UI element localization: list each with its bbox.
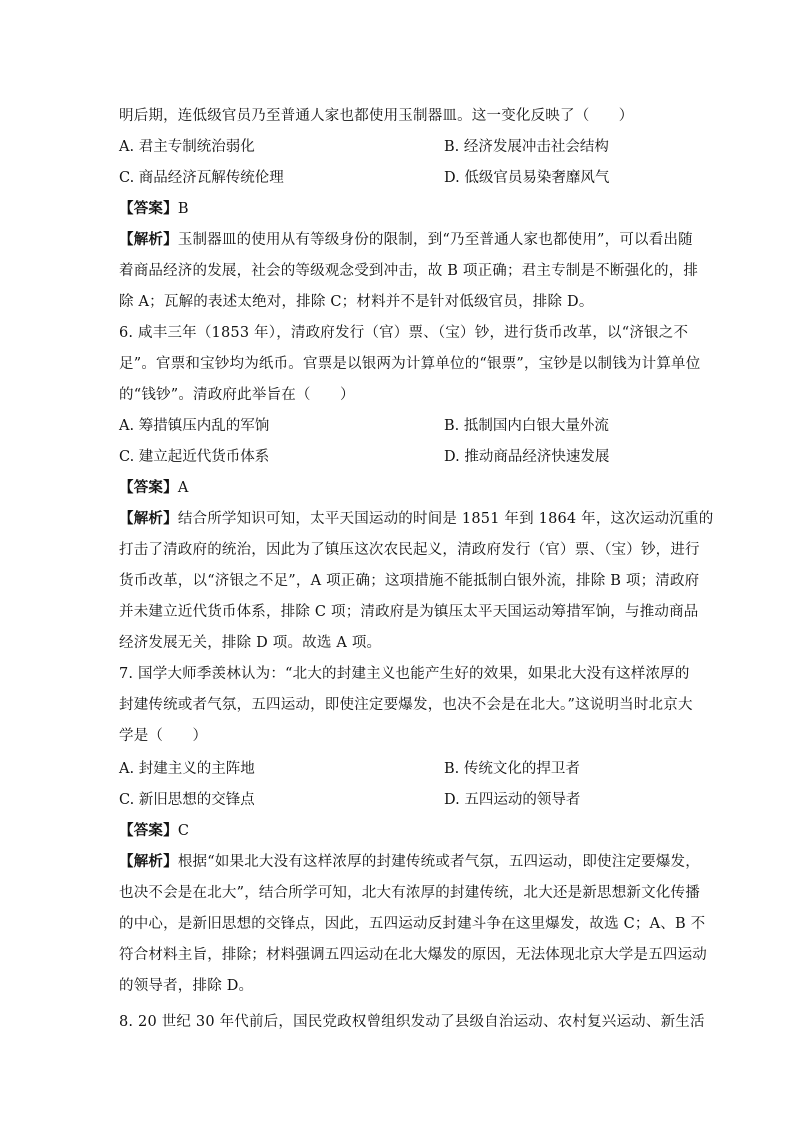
q7-analysis-line: 也决不会是在北大”，结合所学可知，北大有浓厚的封建传统，北大还是新思想新文化传播 [119, 885, 700, 901]
q7-option-a: A. 封建主义的主阵地 [119, 761, 255, 777]
q6-analysis-line: 并未建立近代货币体系，排除 C 项；清政府是为镇压太平天国运动筹措军饷，与推动商品 [119, 604, 699, 620]
analysis-tag: 【解析】 [119, 510, 178, 527]
q7-answer [119, 819, 189, 840]
analysis-tag: 【解析】 [119, 231, 178, 248]
analysis-text: 玉制器皿的使用从有等级身份的限制，到“乃至普通人家也都使用”，可以看出随 [177, 232, 693, 248]
q5-analysis-line: 除 A；瓦解的表述太绝对，排除 C；材料并不是针对低级官员，排除 D。 [119, 294, 594, 310]
answer-value: A [177, 480, 189, 496]
q5-option-c: C. 商品经济瓦解传统伦理 [119, 170, 284, 186]
q6-analysis-line: 打击了清政府的统治，因此为了镇压这次农民起义，清政府发行（官）票、（宝）钞，进行 [119, 542, 700, 558]
q5-stem: 明后期，连低级官员乃至普通人家也都使用玉制器皿。这一变化反映了（ ） [119, 108, 634, 124]
q5-answer [119, 197, 189, 218]
answer-value: B [177, 201, 189, 217]
q6-analysis-line [119, 507, 713, 528]
q5-option-d: D. 低级官员易染奢靡风气 [444, 170, 610, 186]
q5-analysis-line [119, 228, 693, 249]
q7-analysis-line: 的领导者，排除 D。 [119, 978, 254, 994]
q6-option-a: A. 筹措镇压内乱的军饷 [119, 418, 270, 434]
answer-tag: 【答案】 [119, 200, 178, 217]
q6-stem-line: 的“钱钞”。清政府此举旨在（ ） [119, 387, 355, 403]
q7-analysis-line: 符合材料主旨，排除；材料强调五四运动在北大爆发的原因，无法体现北京大学是五四运动 [119, 947, 707, 963]
answer-tag: 【答案】 [119, 479, 178, 496]
q5-option-a: A. 君主专制统治弱化 [119, 139, 255, 155]
q5-option-b: B. 经济发展冲击社会结构 [444, 139, 609, 155]
q7-option-d: D. 五四运动的领导者 [444, 792, 581, 808]
q7-option-c: C. 新旧思想的交锋点 [119, 792, 255, 808]
q7-stem-line: 7. 国学大师季羡林认为：“北大的封建主义也能产生好的效果，如果北大没有这样浓厚的 [119, 666, 690, 682]
q6-stem-line: 6. 咸丰三年（1853 年），清政府发行（官）票、（宝）钞，进行货币改革，以“济银之不 [119, 325, 689, 341]
q7-stem-line: 封建传统或者气氛，五四运动，即使注定要爆发，也决不会是在北大。”这说明当时北京大 [119, 697, 693, 713]
q8-stem-line: 8. 20 世纪 30 年代前后，国民党政权曾组织发动了县级自治运动、农村复兴运动、新生活 [119, 1014, 705, 1030]
q6-option-b: B. 抵制国内白银大量外流 [444, 418, 609, 434]
answer-value: C [177, 823, 190, 839]
q7-option-b: B. 传统文化的捍卫者 [444, 761, 580, 777]
q6-answer [119, 476, 188, 497]
analysis-text: 根据“如果北大没有这样浓厚的封建传统或者气氛，五四运动，即使注定要爆发， [177, 854, 700, 870]
q6-analysis-line: 货币改革，以“济银之不足”，A 项正确；这项措施不能抵制白银外流，排除 B 项；清政府 [119, 573, 700, 589]
q7-analysis-line [119, 850, 700, 871]
q6-stem-line: 足”。官票和宝钞均为纸币。官票是以银两为计算单位的“银票”，宝钞是以制钱为计算单位 [119, 356, 701, 372]
q6-option-c: C. 建立起近代货币体系 [119, 449, 270, 465]
q6-option-d: D. 推动商品经济快速发展 [444, 449, 610, 465]
analysis-tag: 【解析】 [119, 853, 178, 870]
q7-analysis-line: 的中心，是新旧思想的交锋点，因此，五四运动反封建斗争在这里爆发，故选 C；A、B 不 [119, 916, 706, 932]
q5-analysis-line: 着商品经济的发展，社会的等级观念受到冲击，故 B 项正确；君主专制是不断强化的，排 [119, 263, 699, 279]
q7-stem-line: 学是（ ） [119, 728, 208, 744]
analysis-text: 结合所学知识可知，太平天国运动的时间是 1851 年到 1864 年，这次运动沉重的 [177, 511, 714, 527]
q6-analysis-line: 经济发展无关，排除 D 项。故选 A 项。 [119, 635, 382, 651]
answer-tag: 【答案】 [119, 822, 178, 839]
